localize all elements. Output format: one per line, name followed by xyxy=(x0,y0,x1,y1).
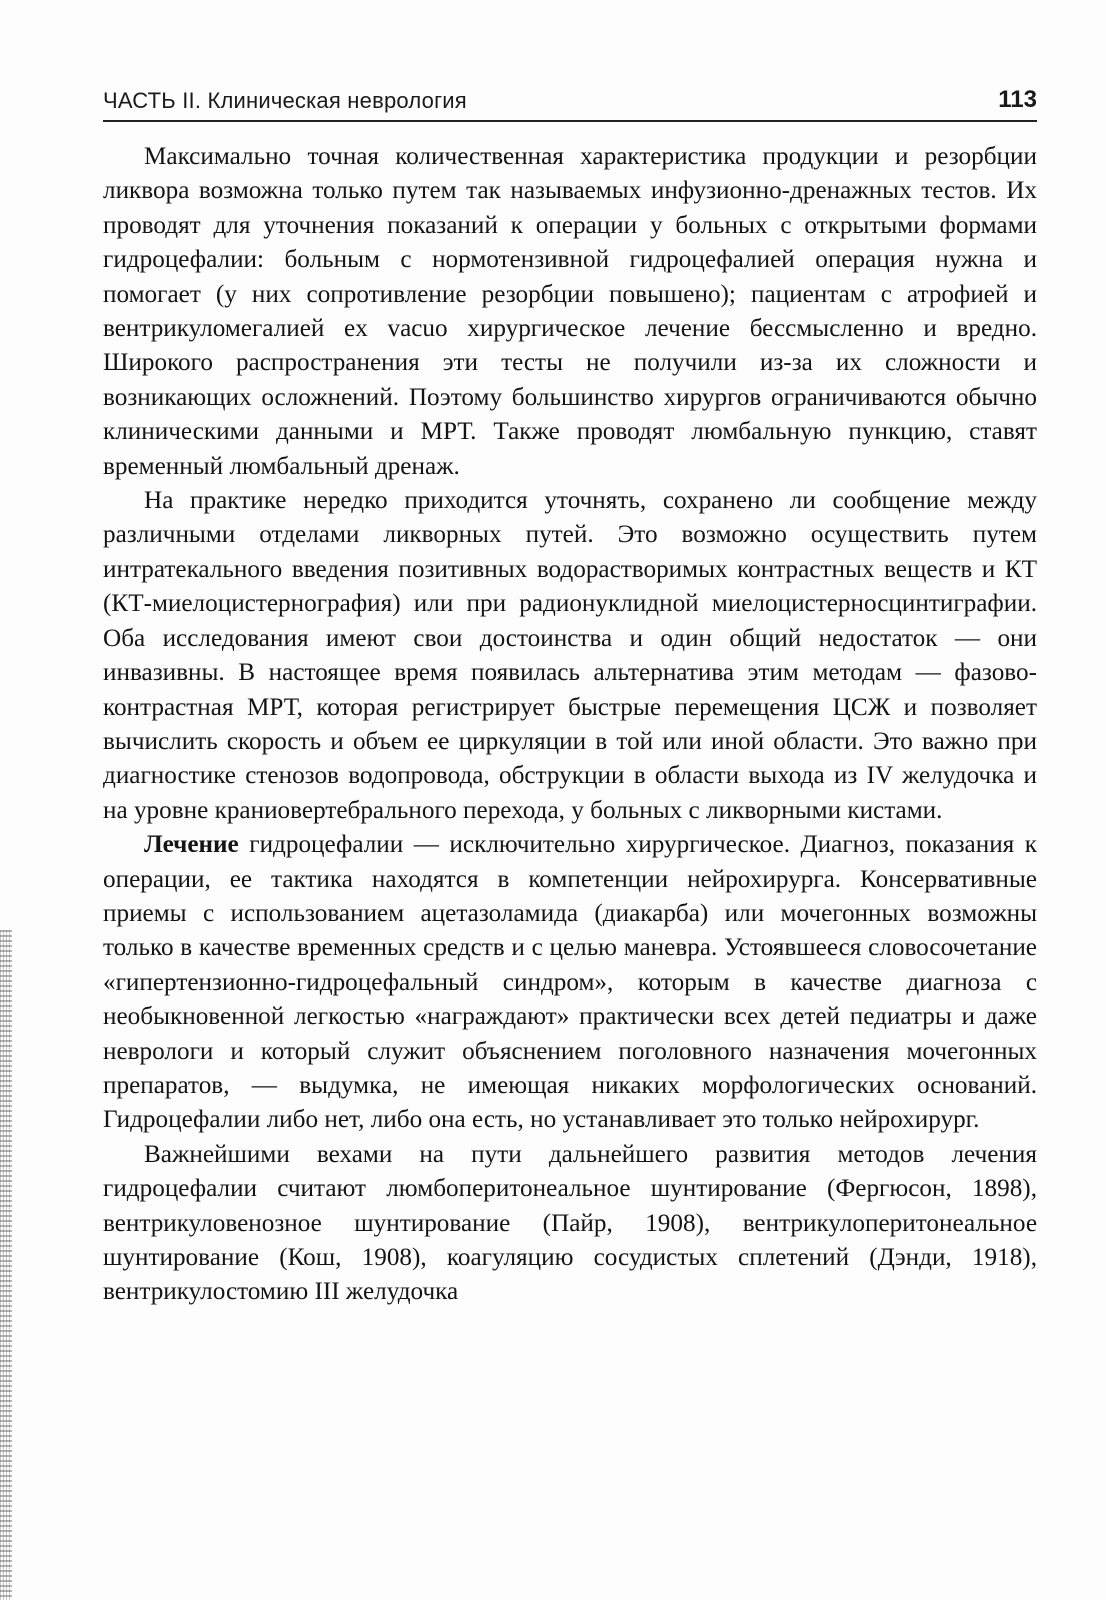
running-header xyxy=(103,86,1037,122)
page-number: 113 xyxy=(998,86,1037,113)
paragraph-3 xyxy=(103,828,1037,1138)
paragraph-text: Максимально точная количественная характеристика продукции и резорбции ликвора возможна только путем так называемых инфузионно-дренажных тестов. Их проводят для уточнения показаний к операции у больных с открытыми формами гидроцефалии: больным с нормотензивной гидроцефалией операция нужна и помогает (у них сопротивление резорбции повышено); пациентам с атрофией и вентрикуломегалией ex vacuo хирургическое лечение бессмысленно и вредно. Широкого распространения эти тесты не получили из-за их сложности и возникающих осложнений. Поэтому большинство хирургов ограничиваются обычно клиническими данными и МРТ. Также проводят люмбальную пункцию, ставят временный люмбальный дренаж. xyxy=(103,143,1037,480)
paragraph-4 xyxy=(103,1138,1037,1310)
paragraph-lead-term: Лечение xyxy=(144,831,239,859)
chapter-title: ЧАСТЬ II. Клиническая неврология xyxy=(103,88,467,113)
paragraph-1 xyxy=(103,140,1037,484)
body-text xyxy=(103,140,1037,1310)
paragraph-text: Важнейшими вехами на пути дальнейшего развития методов лечения гидроцефалии считают люмбоперитонеальное шунтирование (Фергюсон, 1898), вентрикуловенозное шунтирование (Пайр, 1908), вентрикулоперитонеальное шунтирование (Кош, 1908), коагуляцию сосудистых сплетений (Дэнди, 1918), вентрикулостомию III желудочка xyxy=(103,1140,1037,1306)
paragraph-text: гидроцефалии — исключительно хирургическое. Диагноз, показания к операции, ее тактика находятся в компетенции нейрохирурга. Консервативные приемы с использованием ацетазоламида (диакарба) или мочегонных возможны только в качестве временных средств и с целью маневра. Устоявшееся словосочетание «гипертензионно-гидроцефальный синдром», которым в качестве диагноза с необыкновенной легкостью «награждают» практически всех детей педиатры и даже неврологи и который служит объяснением поголовного назначения мочегонных препаратов, — выдумка, не имеющая никаких морфологических оснований. Гидроцефалии либо нет, либо она есть, но устанавливает это только нейрохирург. xyxy=(103,831,1037,1134)
paragraph-text: На практике нередко приходится уточнять, сохранено ли сообщение между различными отделами ликворных путей. Это возможно осуществить путем интратекального введения позитивных водорастворимых контрастных веществ и КТ (КТ-миелоцистернография) или при радионуклидной миелоцистерносцинтиграфии. Оба исследования имеют свои достоинства и один общий недостаток — они инвазивны. В настоящее время появилась альтернатива этим методам — фазово-контрастная МРТ, которая регистрирует быстрые перемещения ЦСЖ и позволяет вычислить скорость и объем ее циркуляции в той или иной области. Это важно при диагностике стенозов водопровода, обструкции в области выхода из IV желудочка и на уровне краниовертебрального перехода, у больных с ликворными кистами. xyxy=(103,487,1037,824)
paragraph-2 xyxy=(103,484,1037,828)
scan-edge-artifact xyxy=(0,930,12,1600)
